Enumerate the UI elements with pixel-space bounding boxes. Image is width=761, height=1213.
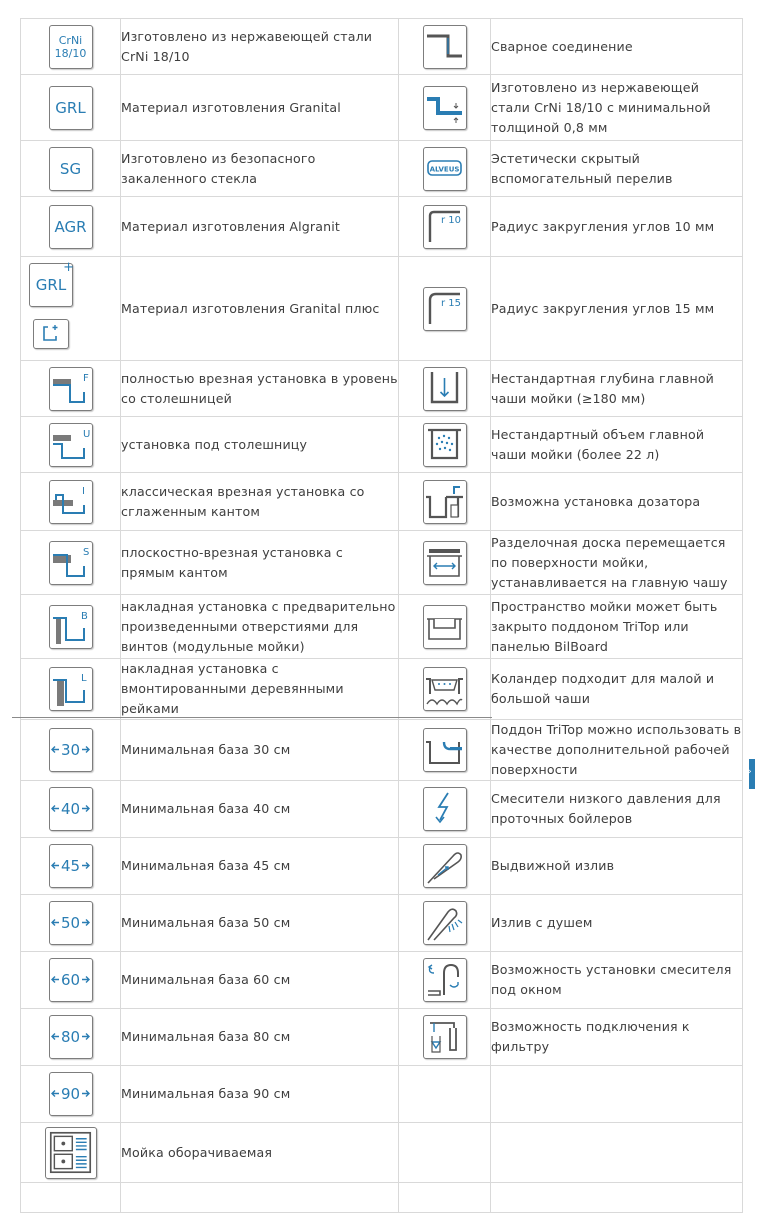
legend-text: Мойка оборачиваемая — [121, 1123, 399, 1183]
svg-text:ALVEUS: ALVEUS — [429, 165, 459, 173]
legend-text: полностью врезная установка в уровень со столешницей — [121, 361, 399, 417]
legend-text: Выдвижной излив — [491, 838, 743, 895]
svg-text:F: F — [82, 372, 89, 384]
table-row — [21, 19, 743, 75]
legend-text: Минимальная база 60 см — [121, 952, 399, 1009]
reversible-sink-icon — [45, 1127, 97, 1179]
table-row — [21, 1123, 743, 1183]
table-row — [21, 1066, 743, 1123]
radius-10-icon — [423, 205, 467, 249]
legend-text: Минимальная база 45 см — [121, 838, 399, 895]
base-90-icon — [49, 1072, 93, 1116]
base-30-icon — [49, 728, 93, 772]
pull-out-spout-icon — [423, 844, 467, 888]
legend-text: Нестандартный объем главной чаши мойки (более 22 л) — [491, 417, 743, 473]
svg-text:80: 80 — [60, 1028, 80, 1046]
classic-mount-i-icon — [49, 480, 93, 524]
overlay-b-icon — [49, 605, 93, 649]
legend-text: Материал изготовления Algranit — [121, 197, 399, 257]
window-mixer-icon — [423, 958, 467, 1002]
svg-text:60: 60 — [60, 971, 80, 989]
svg-text:90: 90 — [60, 1085, 80, 1103]
table-row — [21, 838, 743, 895]
table-row — [21, 720, 743, 781]
table-row — [21, 1183, 743, 1213]
legend-text: Излив с душем — [491, 895, 743, 952]
legend-text: установка под столешницу — [121, 417, 399, 473]
table-row — [21, 197, 743, 257]
undermount-u-icon — [49, 423, 93, 467]
legend-text: Пространство мойки может быть закрыто поддоном TriTop или панелью BilBoard — [491, 595, 743, 659]
bowl-depth-icon — [423, 367, 467, 411]
table-row — [21, 141, 743, 197]
legend-text: Изготовлено из нержавеющей стали CrNi 18/10 — [121, 19, 399, 75]
legend-text: Поддон TriTop можно использовать в качестве дополнительной рабочей поверхности — [491, 720, 743, 781]
bowl-volume-icon — [423, 423, 467, 467]
tritop-cover-icon — [423, 605, 467, 649]
reuse-container-icon — [33, 319, 69, 349]
flat-mount-s-icon — [49, 541, 93, 585]
legend-text: Радиус закругления углов 15 мм — [491, 257, 743, 361]
cutting-board-icon — [423, 541, 467, 585]
agr-icon: AGR — [49, 205, 93, 249]
legend-text: накладная установка с предварительно произведенными отверстиями для винтов (модульные мойки) — [121, 595, 399, 659]
legend-text: Коландер подходит для малой и большой чаши — [491, 659, 743, 720]
weld-joint-icon — [423, 25, 467, 69]
base-50-icon — [49, 901, 93, 945]
legend-text: Минимальная база 40 см — [121, 781, 399, 838]
svg-text:r 10: r 10 — [440, 214, 461, 226]
low-pressure-icon — [423, 787, 467, 831]
table-row — [21, 361, 743, 417]
legend-text: Изготовлено из безопасного закаленного стекла — [121, 141, 399, 197]
svg-text:L: L — [80, 673, 87, 684]
svg-text:45: 45 — [60, 857, 80, 875]
table-row — [21, 595, 743, 659]
base-40-icon — [49, 787, 93, 831]
svg-text:r 15: r 15 — [440, 297, 461, 309]
legend-text: Нестандартная глубина главной чаши мойки (≥180 мм) — [491, 361, 743, 417]
table-row — [21, 659, 743, 720]
legend-text: Сварное соединение — [491, 19, 743, 75]
table-row — [21, 531, 743, 595]
base-80-icon — [49, 1015, 93, 1059]
table-row — [21, 257, 743, 361]
overlay-l-icon — [49, 667, 93, 711]
legend-text: Изготовлено из нержавеющей стали CrNi 18/10 с минимальной толщиной 0,8 мм — [491, 75, 743, 141]
crni-18-10-icon: CrNi 18/10 — [49, 25, 93, 69]
alveus-overflow-icon — [423, 147, 467, 191]
legend-text: плоскостно-врезная установка с прямым кантом — [121, 531, 399, 595]
legend-text: Минимальная база 90 см — [121, 1066, 399, 1123]
svg-text:40: 40 — [60, 800, 80, 818]
shower-spout-icon — [423, 901, 467, 945]
divider — [12, 717, 492, 718]
legend-text: классическая врезная установка со сглаженным кантом — [121, 473, 399, 531]
table-row — [21, 952, 743, 1009]
scroll-tab-chevron-icon[interactable]: › — [749, 759, 755, 789]
svg-text:I: I — [81, 485, 85, 497]
legend-text: Минимальная база 30 см — [121, 720, 399, 781]
legend-text: Материал изготовления Granital плюс — [121, 257, 399, 361]
grl-plus-icon: GRL + — [29, 263, 73, 307]
legend-text: Разделочная доска перемещается по поверхности мойки, устанавливается на главную чашу — [491, 531, 743, 595]
table-row — [21, 473, 743, 531]
dispenser-icon — [423, 480, 467, 524]
legend-text: Эстетически скрытый вспомогательный перелив — [491, 141, 743, 197]
table-row — [21, 417, 743, 473]
svg-text:30: 30 — [60, 741, 80, 759]
legend-text: накладная установка с вмонтированными деревянными рейками — [121, 659, 399, 720]
legend-text: Возможна установка дозатора — [491, 473, 743, 531]
legend-text: Минимальная база 80 см — [121, 1009, 399, 1066]
tritop-tray-icon — [423, 728, 467, 772]
radius-15-icon — [423, 287, 467, 331]
legend-text: Возможность подключения к фильтру — [491, 1009, 743, 1066]
colander-icon — [423, 667, 467, 711]
legend-text: Смесители низкого давления для проточных бойлеров — [491, 781, 743, 838]
filter-icon — [423, 1015, 467, 1059]
legend-text: Минимальная база 50 см — [121, 895, 399, 952]
legend-text: Возможность установки смесителя под окном — [491, 952, 743, 1009]
flush-mount-f-icon — [49, 367, 93, 411]
svg-text:B: B — [80, 610, 88, 622]
table-row — [21, 75, 743, 141]
svg-text:50: 50 — [60, 914, 80, 932]
base-60-icon — [49, 958, 93, 1002]
svg-text:S: S — [82, 546, 89, 558]
legend-text: Радиус закругления углов 10 мм — [491, 197, 743, 257]
grl-icon: GRL — [49, 86, 93, 130]
icon-legend-table — [20, 18, 743, 1213]
sg-icon: SG — [49, 147, 93, 191]
table-row — [21, 781, 743, 838]
svg-text:U: U — [82, 428, 90, 440]
table-row — [21, 895, 743, 952]
legend-text: Материал изготовления Granital — [121, 75, 399, 141]
base-45-icon — [49, 844, 93, 888]
min-thickness-icon — [423, 86, 467, 130]
table-row — [21, 1009, 743, 1066]
